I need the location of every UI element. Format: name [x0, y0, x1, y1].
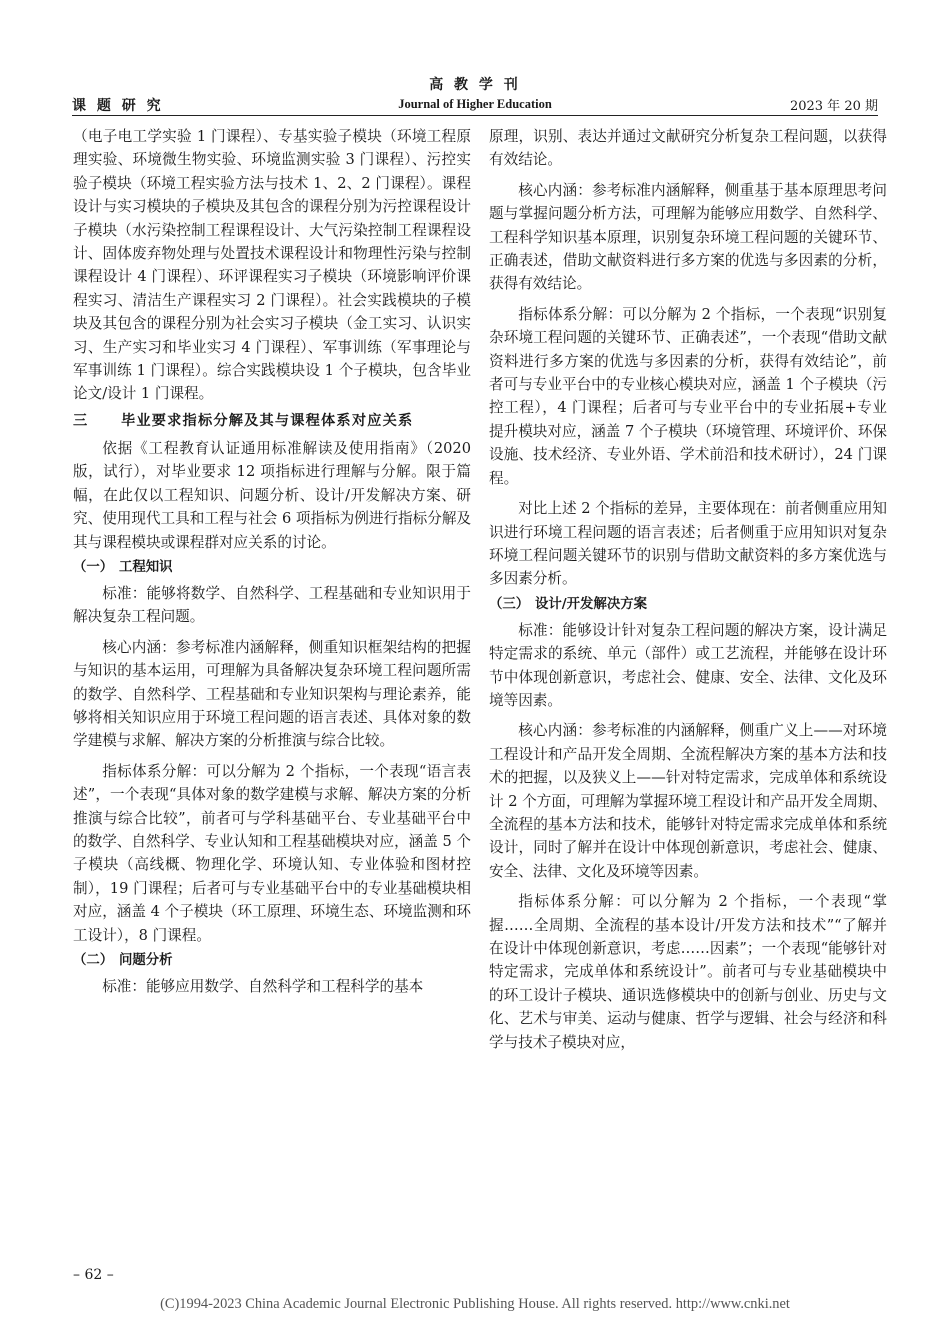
- subsection-number: （二）: [73, 953, 114, 968]
- paragraph: 原理，识别、表达并通过文献研究分析复杂工程问题，以获得有效结论。: [489, 128, 887, 169]
- paragraph: 指标体系分解：可以分解为 2 个指标，一个表现“识别复杂环境工程问题的关键环节、正确表述”，一个表现“借助文献资料进行多方案的优选与多因素的分析，获得有效结论”，前者可与专业平台中的专业核心模块对应，涵盖 1 个子模块（污控工程），4 门课程；后者可与专业平台中的专业拓展+专业提升模块对应，涵盖 7 个子模块（环境管理、环境评价、环保设施、技术经济、专业外语、学术前沿和技术研讨），24 门课程。: [489, 305, 888, 487]
- paragraph: 标准：能够设计针对复杂工程问题的解决方案，设计满足特定需求的系统、单元（部件）或工艺流程，并能够在设计环节中体现创新意识，考虑社会、健康、安全、法律、文化及环境等因素。: [489, 621, 887, 709]
- paragraph: 指标体系分解：可以分解为 2 个指标，一个表现“语言表述”，一个表现“具体对象的数学建模与求解、解决方案的分析推演与综合比较”，前者可与学科基础平台、专业基础平台中的数学、自然科学、专业认知和工程基础模块对应，涵盖 5 个子模块（高线概、物理化学、环境认知、专业体验和图材控制），19 门课程；后者可与专业基础平台中的专业基础模块相对应，涵盖 4 个子模块（环工原理、环境生态、环境监测和环工设计），8 门课程。: [73, 762, 472, 944]
- subsection-title: 工程知识: [119, 559, 173, 575]
- paragraph: 指标体系分解：可以分解为 2 个指标，一个表现“掌握……全周期、全流程的基本设计/开发方法和技术”“了解并在设计中体现创新意识，考虑……因素”；一个表现“能够针对特定需求，完成单体和系统设计”。前者可与专业基础模块中的环工设计子模块、通识选修模块中的创新与创业、历史与文化、艺术与审美、运动与健康、哲学与逻辑、社会与经济和科学与技术子模块对应，: [489, 893, 887, 1051]
- section-heading: [73, 410, 471, 433]
- subsection-title: 问题分析: [119, 953, 173, 968]
- subsection-number: （三）: [489, 596, 530, 612]
- paragraph: 核心内涵：参考标准的内涵解释，侧重广义上——对环境工程设计和产品开发全周期、全流程解决方案的基本方法和技术的把握，以及狭义上——针对特定需求，完成单体和系统设计 2 个方面，可理解为掌握环境工程设计和产品开发全周期、全流程的基本方法和技术，能够针对特定需求完成单体和系统设计，同时了解并在设计中体现创新意识，考虑社会、健康、安全、法律、文化及环境等因素。: [489, 722, 888, 880]
- subsection-title: 设计/开发解决方案: [535, 596, 648, 612]
- paragraph: （电子电工学实验 1 门课程）、专基实验子模块（环境工程原理实验、环境微生物实验、环境监测实验 3 门课程）、污控实验子模块（环境工程实验方法与技术 1、2、2 门课程）。课程设计与实习模块的子模块及其包含的课程分别为污控课程设计子模块（水污染控制工程课程设计、大气污染控制工程课程设计、固体废弃物处理与处置技术课程设计和物理性污染与控制课程设计 4 门课程）、环评课程实习子模块（环境影响评价课程实习、清洁生产课程实习 2 门课程）。社会实践模块的子模块及其包含的课程分别为社会实习子模块（金工实习、认识实习、生产实习和毕业实习 4 门课程）、军事训练（军事理论与军事训练 1 门课程）。综合实践模块设 1 个子模块，包含毕业论文/设计 1 门课程。: [73, 128, 471, 403]
- left-column: [73, 125, 471, 998]
- paragraph: 核心内涵：参考标准内涵解释，侧重基于基本原理思考问题与掌握问题分析方法，可理解为能够应用数学、自然科学、工程科学知识基本原理，识别复杂环境工程问题的关键环节、正确表述，借助文献资料进行多方案的优选与多因素的分析，获得有效结论。: [489, 181, 887, 293]
- section-tag: 课 题 研 究: [72, 98, 164, 114]
- subsection-heading: [73, 557, 471, 579]
- page-number: – 62 –: [73, 1267, 114, 1283]
- subsection-number: （一）: [73, 559, 114, 575]
- journal-title-cn: 高 教 学 刊: [429, 77, 521, 93]
- right-column: [489, 125, 887, 1054]
- header-divider: [72, 115, 878, 116]
- copyright-footer: (C)1994-2023 China Academic Journal Electronic Publishing House. All rights reserved. http://www.cnki.net: [160, 1296, 790, 1312]
- paragraph: 对比上述 2 个指标的差异，主要体现在：前者侧重应用知识进行环境工程问题的语言表述；后者侧重于应用知识对复杂环境工程问题关键环节的识别与借助文献资料的多方案优选与多因素分析。: [489, 500, 888, 588]
- paragraph: 标准：能够应用数学、自然科学和工程科学的基本: [102, 978, 424, 995]
- journal-title-en: Journal of Higher Education: [398, 97, 552, 111]
- subsection-heading: [73, 950, 471, 972]
- paragraph: 核心内涵：参考标准内涵解释，侧重知识框架结构的把握与知识的基本运用，可理解为具备解决复杂环境工程问题所需的数学、自然科学、工程基础和专业知识架构与理论素养，能够将相关知识应用于环境工程问题的语言表述、具体对象的数学建模与求解、解决方案的分析推演与综合比较。: [73, 638, 471, 750]
- paragraph: 标准：能够将数学、自然科学、工程基础和专业知识用于解决复杂工程问题。: [73, 584, 471, 626]
- subsection-heading: [489, 594, 887, 616]
- section-title: 毕业要求指标分解及其与课程体系对应关系: [121, 412, 414, 429]
- issue-label: 2023 年 20 期: [789, 99, 878, 114]
- paragraph: 依据《工程教育认证通用标准解读及使用指南》（2020 版，试行），对毕业要求 12 项指标进行理解与分解。限于篇幅，在此仅以工程知识、问题分析、设计/开发解决方案、研究、使用现代工具和工程与社会 6 项指标为例进行指标分解及其与课程模块或课程群对应关系的讨论。: [73, 439, 472, 551]
- page-header: [72, 74, 878, 114]
- section-number: 三: [73, 412, 88, 429]
